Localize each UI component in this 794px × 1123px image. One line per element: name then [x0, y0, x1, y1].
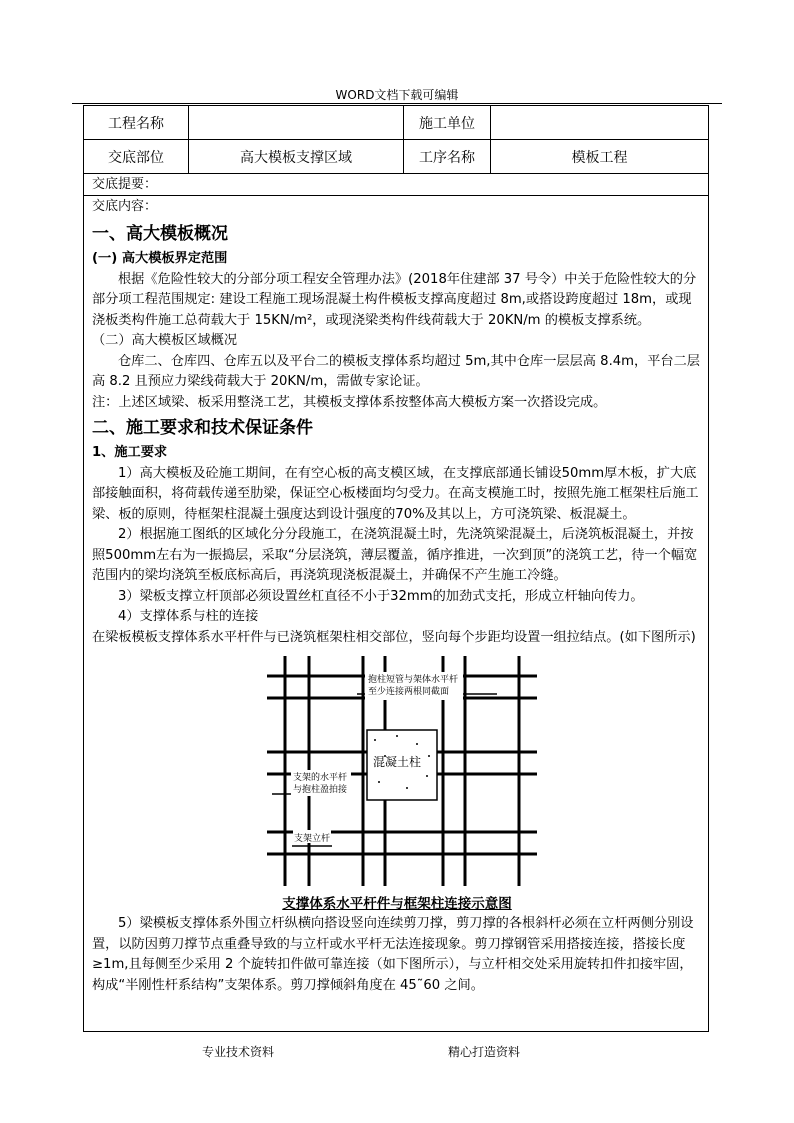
requirement-4-text: 在梁板模板支撑体系水平杆件与已浇筑框架柱相交部位，竖向每个步距均设置一组拉结点。(如下图所示) [92, 629, 696, 645]
section-1-note: 注：上述区域梁、板采用整浇工艺，其模板支撑体系按整体高大模板方案一次搭设完成。 [92, 394, 607, 410]
diagram-label-left-1: 支架的水平杆 [293, 773, 348, 783]
diagram-label-bottom: 支架立杆 [294, 834, 331, 844]
requirement-3: 3）梁板支撑立杆顶部必须设置丝杠直径不小于32mm的加劲式支托，形成立杆轴向传力。 [118, 588, 644, 604]
connection-diagram [267, 656, 537, 886]
header-rule [72, 103, 722, 104]
diagram-label-top-1: 抱柱短管与架体水平杆 [368, 675, 459, 685]
diagram-label-top-2: 至少连接两根同截面 [368, 687, 450, 697]
requirement-4-title: 4）支撑体系与柱的连接 [118, 609, 259, 624]
process-name-label: 工序名称 [404, 140, 491, 174]
section-1-2-text: 仓库二、仓库四、仓库五以及平台二的模板支撑体系均超过 5m,其中仓库一层层高 8.4m，平台二层高 8.2 且预应力梁线荷载大于 20KN/m，需做专家论证。 [92, 353, 700, 389]
disclosure-area-value: 高大模板支撑区域 [189, 140, 404, 174]
footer-left: 专业技术资料 [202, 1045, 275, 1059]
summary-row: 交底提要： [84, 174, 708, 196]
disclosure-area-label: 交底部位 [84, 140, 189, 174]
section-2-1-title: 1、施工要求 [92, 445, 168, 460]
diagram-label-column: 混凝土柱 [373, 755, 422, 769]
construction-unit-label: 施工单位 [404, 106, 491, 140]
info-table [84, 106, 708, 174]
construction-unit-value [491, 106, 709, 140]
section-2-title: 二、施工要求和技术保证条件 [92, 418, 313, 438]
diagram-caption: 支撑体系水平杆件与框架柱连接示意图 [282, 895, 512, 912]
page-header: WORD文档下载可编辑 [335, 88, 459, 102]
section-1-title: 一、高大模板概况 [92, 224, 228, 244]
content-row: 交底内容： [92, 199, 158, 214]
section-1-1-title: (一) 高大模板界定范围 [92, 251, 228, 266]
diagram-label-left-2: 与抱柱盈拍接 [293, 785, 348, 795]
process-name-value: 模板工程 [491, 140, 709, 174]
disclosure-form [83, 105, 709, 1032]
project-name-value [189, 106, 404, 140]
content-body [84, 217, 708, 996]
footer-right: 精心打造资料 [448, 1045, 521, 1059]
section-1-2-title: （二）高大模板区域概况 [92, 333, 238, 348]
project-name-label: 工程名称 [84, 106, 189, 140]
requirement-1: 1）高大模板及砼施工期间，在有空心板的高支模区域，在支撑底部通长铺设50mm厚木板，扩大底部接触面积，将荷载传递至肋梁，保证空心板楼面均匀受力。在高支模施工时，按照先施工框架柱后施工梁、板的原则，待框架柱混凝土强度达到设计强度的70%及其以上，方可浇筑梁、板混凝土。 [92, 465, 699, 522]
requirement-2: 2）根据施工图纸的区域化分分段施工，在浇筑混凝土时，先浇筑梁混凝土，后浇筑板混凝土，并按照500mm左右为一振捣层，采取“分层浇筑，薄层覆盖，循序推进，一次到顶”的浇筑工艺，待一个幅宽范围内的梁均浇筑至板底标高后，再浇筑现浇板混凝土，并确保不产生施工冷缝。 [92, 527, 698, 583]
section-1-1-text: 根据《危险性较大的分部分项工程安全管理办法》(2018年住建部 37 号令）中关于危险性较大的分部分项工程范围规定: 建设工程施工现场混凝土构件模板支撑高度超过 8m,或搭设跨度超过 18m，或现浇板类构件施工总荷载大于 15KN/m²，或现浇梁类构件线荷载大于 20KN/m 的模板支撑系统。 [92, 271, 697, 328]
requirement-5: 5）梁模板支撑体系外围立杆纵横向搭设竖向连续剪刀撑，剪刀撑的各根斜杆必须在立杆两侧分别设置，以防因剪刀撑节点重叠导致的与立杆或水平杆无法连接现象。剪刀撑钢管采用搭接连接，搭接长度≥1m,且每侧至少采用 2 个旋转扣件做可靠连接（如下图所示），与立杆相交处采用旋转扣件扣接牢固，构成“半刚性杆系结构”支架体系。剪刀撑倾斜角度在 45˜60 之间。 [92, 916, 694, 993]
